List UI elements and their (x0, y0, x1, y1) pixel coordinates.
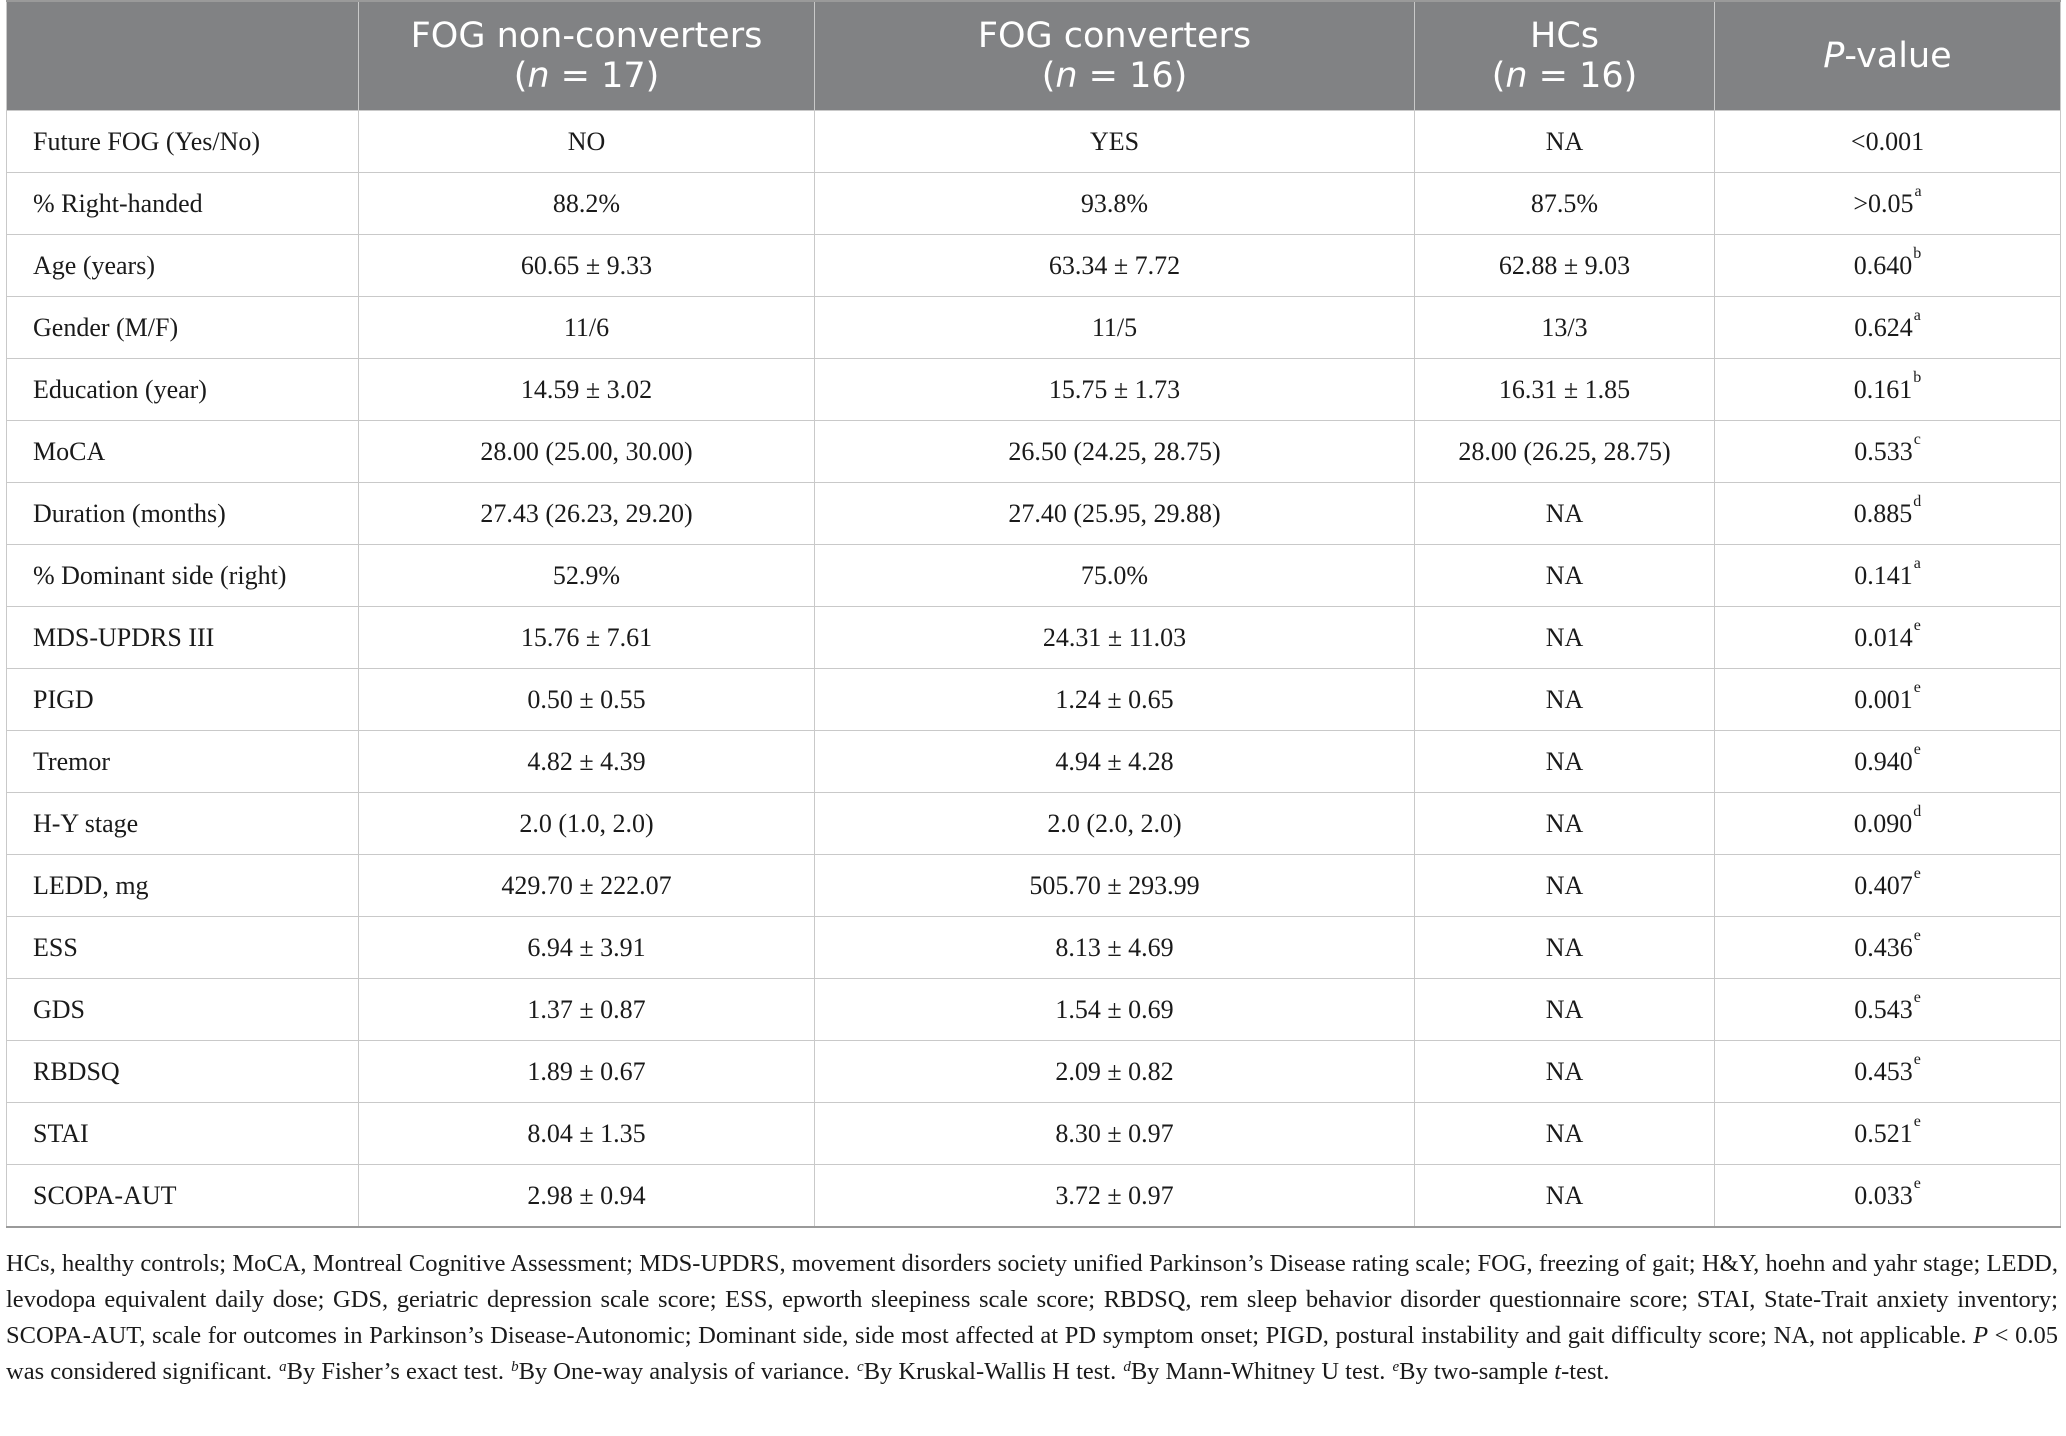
footnote-marker: a (279, 1359, 287, 1375)
cell-p-value (1715, 359, 2061, 421)
table-row (7, 793, 2061, 855)
cell-hcs: NA (1415, 1165, 1715, 1228)
cell-fog-converters: 63.34 ± 7.72 (815, 235, 1415, 297)
header-row (7, 1, 2061, 111)
row-label: % Right-handed (7, 173, 359, 235)
header-label: FOG non-converters (410, 16, 763, 56)
cell-fog-non-converters: 14.59 ± 3.02 (359, 359, 815, 421)
footnote-marker: c (857, 1359, 864, 1375)
cell-fog-converters: 93.8% (815, 173, 1415, 235)
cell-hcs: NA (1415, 1041, 1715, 1103)
cell-fog-converters: 11/5 (815, 297, 1415, 359)
p-value-footnote-marker: e (1913, 616, 1921, 634)
p-value-text: 0.640 (1853, 250, 1913, 280)
p-value-text: <0.001 (1850, 126, 1925, 156)
cell-fog-non-converters: 52.9% (359, 545, 815, 607)
cell-p-value (1715, 173, 2061, 235)
table-row (7, 1103, 2061, 1165)
p-value-footnote-marker: c (1913, 430, 1921, 448)
p-value-footnote-marker: a (1914, 182, 1922, 200)
cell-hcs: NA (1415, 545, 1715, 607)
cell-fog-converters: 1.54 ± 0.69 (815, 979, 1415, 1041)
row-label: Education (year) (7, 359, 359, 421)
cell-p-value (1715, 979, 2061, 1041)
table-container (6, 0, 2060, 1228)
footnote-p-var: P (1973, 1322, 1989, 1349)
cell-hcs: NA (1415, 483, 1715, 545)
footnote-abbreviations: HCs, healthy controls; MoCA, Montreal Cognitive Assessment; MDS-UPDRS, movement disorders society unified Parkinson’s Disease rating scale; FOG, freezing of gait; H&Y, hoehn and yahr stage; LEDD, levodopa equivalent daily dose; GDS, geriatric depression scale score; ESS, epworth sleepiness scale score; RBDSQ, rem sleep behavior disorder questionnaire score; STAI, State-Trait anxiety inventory; SCOPA-AUT, scale for outcomes in Parkinson’s Disease-Autonomic; Dominant side, side most affected at PD symptom onset; PIGD, postural instability and gait difficulty score; NA, not applicable. (6, 1250, 2058, 1349)
cell-p-value (1715, 1041, 2061, 1103)
table-row (7, 235, 2061, 297)
footnote-tests (278, 1358, 1609, 1385)
cell-hcs: NA (1415, 855, 1715, 917)
table-body (7, 111, 2061, 1228)
row-label: PIGD (7, 669, 359, 731)
table-row (7, 483, 2061, 545)
cell-hcs: 16.31 ± 1.85 (1415, 359, 1715, 421)
table-row (7, 855, 2061, 917)
header-n: (n = 16) (1491, 56, 1638, 96)
p-value-text: 0.141 (1854, 560, 1913, 590)
cell-fog-converters: 75.0% (815, 545, 1415, 607)
cell-hcs: 13/3 (1415, 297, 1715, 359)
p-value-text: 0.453 (1854, 1056, 1913, 1086)
cell-fog-non-converters: 0.50 ± 0.55 (359, 669, 815, 731)
row-label: % Dominant side (right) (7, 545, 359, 607)
cell-fog-non-converters: 8.04 ± 1.35 (359, 1103, 815, 1165)
p-value-footnote-marker: e (1913, 1174, 1921, 1192)
cell-hcs: NA (1415, 1103, 1715, 1165)
table-row (7, 669, 2061, 731)
header-label: HCs (1530, 16, 1599, 56)
p-value-footnote-marker: e (1913, 740, 1921, 758)
cell-fog-converters: 4.94 ± 4.28 (815, 731, 1415, 793)
p-value-text: 0.033 (1854, 1180, 1913, 1210)
cell-fog-non-converters: 11/6 (359, 297, 815, 359)
cell-p-value (1715, 297, 2061, 359)
cell-fog-non-converters: 28.00 (25.00, 30.00) (359, 421, 815, 483)
header-fog-non-converters (359, 1, 815, 111)
row-label: GDS (7, 979, 359, 1041)
p-value-footnote-marker: a (1913, 306, 1921, 324)
cell-p-value (1715, 235, 2061, 297)
p-value-text: 0.436 (1854, 932, 1913, 962)
footnote-marker: e (1392, 1359, 1400, 1375)
cell-hcs: 62.88 ± 9.03 (1415, 235, 1715, 297)
cell-fog-non-converters: 27.43 (26.23, 29.20) (359, 483, 815, 545)
cell-fog-converters: 8.13 ± 4.69 (815, 917, 1415, 979)
footnote-test-text: By two-sample (1399, 1358, 1555, 1385)
row-label: RBDSQ (7, 1041, 359, 1103)
cell-fog-non-converters: 2.98 ± 0.94 (359, 1165, 815, 1228)
cell-hcs: NA (1415, 111, 1715, 173)
cell-fog-non-converters: 2.0 (1.0, 2.0) (359, 793, 815, 855)
p-value-footnote-marker: b (1913, 244, 1922, 262)
table-row (7, 979, 2061, 1041)
row-label: H-Y stage (7, 793, 359, 855)
cell-hcs: 87.5% (1415, 173, 1715, 235)
cell-fog-converters: 26.50 (24.25, 28.75) (815, 421, 1415, 483)
header-n: (n = 17) (513, 56, 660, 96)
cell-fog-non-converters: 1.89 ± 0.67 (359, 1041, 815, 1103)
cell-fog-converters: YES (815, 111, 1415, 173)
cell-hcs: NA (1415, 793, 1715, 855)
p-value-text: 0.001 (1854, 684, 1913, 714)
table-row (7, 359, 2061, 421)
table-row (7, 917, 2061, 979)
row-label: Future FOG (Yes/No) (7, 111, 359, 173)
header-p-value: P-value (1715, 1, 2061, 111)
p-value-footnote-marker: d (1913, 492, 1922, 510)
cell-fog-non-converters: 15.76 ± 7.61 (359, 607, 815, 669)
p-value-footnote-marker: e (1913, 864, 1921, 882)
p-value-footnote-marker: e (1913, 1112, 1921, 1130)
row-label: STAI (7, 1103, 359, 1165)
table-row (7, 173, 2061, 235)
footnote-marker: d (1123, 1359, 1131, 1375)
cell-p-value (1715, 421, 2061, 483)
cell-fog-non-converters: 1.37 ± 0.87 (359, 979, 815, 1041)
cell-fog-converters: 2.0 (2.0, 2.0) (815, 793, 1415, 855)
cell-fog-converters: 8.30 ± 0.97 (815, 1103, 1415, 1165)
row-label: Duration (months) (7, 483, 359, 545)
cell-p-value (1715, 1103, 2061, 1165)
cell-hcs: NA (1415, 979, 1715, 1041)
cell-p-value (1715, 483, 2061, 545)
p-value-text: 0.533 (1854, 436, 1913, 466)
p-value-footnote-marker: b (1913, 368, 1922, 386)
table-row (7, 545, 2061, 607)
p-value-text: 0.543 (1854, 994, 1913, 1024)
p-value-footnote-marker: e (1913, 988, 1921, 1006)
cell-p-value (1715, 855, 2061, 917)
cell-fog-converters: 3.72 ± 0.97 (815, 1165, 1415, 1228)
p-value-text: 0.521 (1854, 1118, 1913, 1148)
cell-fog-non-converters: 4.82 ± 4.39 (359, 731, 815, 793)
cell-p-value (1715, 545, 2061, 607)
header-n: (n = 16) (1041, 56, 1188, 96)
cell-hcs: 28.00 (26.25, 28.75) (1415, 421, 1715, 483)
p-value-footnote-marker: e (1913, 678, 1921, 696)
p-value-footnote-marker: e (1913, 1050, 1921, 1068)
row-label: MDS-UPDRS III (7, 607, 359, 669)
row-label: Tremor (7, 731, 359, 793)
cell-fog-converters: 24.31 ± 11.03 (815, 607, 1415, 669)
footnote-marker: b (511, 1359, 519, 1375)
cell-p-value (1715, 669, 2061, 731)
row-label: MoCA (7, 421, 359, 483)
cell-fog-non-converters: 429.70 ± 222.07 (359, 855, 815, 917)
cell-fog-converters: 27.40 (25.95, 29.88) (815, 483, 1415, 545)
row-label: Age (years) (7, 235, 359, 297)
row-label: Gender (M/F) (7, 297, 359, 359)
cell-hcs: NA (1415, 731, 1715, 793)
cell-fog-non-converters: NO (359, 111, 815, 173)
cell-p-value (1715, 607, 2061, 669)
p-value-text: 0.161 (1853, 374, 1913, 404)
cell-hcs: NA (1415, 917, 1715, 979)
cell-p-value (1715, 731, 2061, 793)
cell-fog-non-converters: 6.94 ± 3.91 (359, 917, 815, 979)
cell-p-value (1715, 917, 2061, 979)
cell-p-value (1715, 111, 2061, 173)
p-value-text: 0.624 (1854, 312, 1913, 342)
row-label: LEDD, mg (7, 855, 359, 917)
row-label: SCOPA-AUT (7, 1165, 359, 1228)
table-row (7, 731, 2061, 793)
table-row (7, 421, 2061, 483)
header-empty (7, 1, 359, 111)
row-label: ESS (7, 917, 359, 979)
p-value-text: 0.407 (1854, 870, 1913, 900)
table-row (7, 111, 2061, 173)
cell-fog-converters: 1.24 ± 0.65 (815, 669, 1415, 731)
footnote-test-italic: t (1554, 1358, 1562, 1385)
p-value-footnote-marker: e (1913, 926, 1921, 944)
footnote-test-text: By One-way analysis of variance. (518, 1358, 857, 1385)
table-row (7, 297, 2061, 359)
p-value-text: 0.940 (1854, 746, 1913, 776)
table-row (7, 1165, 2061, 1228)
cell-hcs: NA (1415, 669, 1715, 731)
header-hcs (1415, 1, 1715, 111)
p-value-text: 0.090 (1853, 808, 1913, 838)
header-label: FOG converters (977, 16, 1252, 56)
table-footnote (6, 1246, 2058, 1390)
footnote-significance: < 0.05 was considered significant. (6, 1322, 2058, 1385)
cell-fog-converters: 505.70 ± 293.99 (815, 855, 1415, 917)
footnote-test-text: By Mann-Whitney U test. (1130, 1358, 1392, 1385)
footnote-test-text: By Kruskal-Wallis H test. (863, 1358, 1123, 1385)
p-value-footnote-marker: d (1913, 802, 1922, 820)
p-value-text: 0.885 (1853, 498, 1913, 528)
table-row (7, 607, 2061, 669)
cell-fog-converters: 2.09 ± 0.82 (815, 1041, 1415, 1103)
cell-p-value (1715, 793, 2061, 855)
cell-fog-non-converters: 60.65 ± 9.33 (359, 235, 815, 297)
table-header (7, 1, 2061, 111)
footnote-test-suffix: -test. (1561, 1358, 1610, 1385)
cell-p-value (1715, 1165, 2061, 1228)
footnote-test-text: By Fisher’s exact test. (286, 1358, 511, 1385)
demographics-table (6, 0, 2061, 1228)
cell-hcs: NA (1415, 607, 1715, 669)
cell-fog-converters: 15.75 ± 1.73 (815, 359, 1415, 421)
p-value-footnote-marker: a (1913, 554, 1921, 572)
header-fog-converters (815, 1, 1415, 111)
table-row (7, 1041, 2061, 1103)
cell-fog-non-converters: 88.2% (359, 173, 815, 235)
p-value-text: >0.05 (1853, 188, 1914, 218)
p-value-text: 0.014 (1854, 622, 1913, 652)
